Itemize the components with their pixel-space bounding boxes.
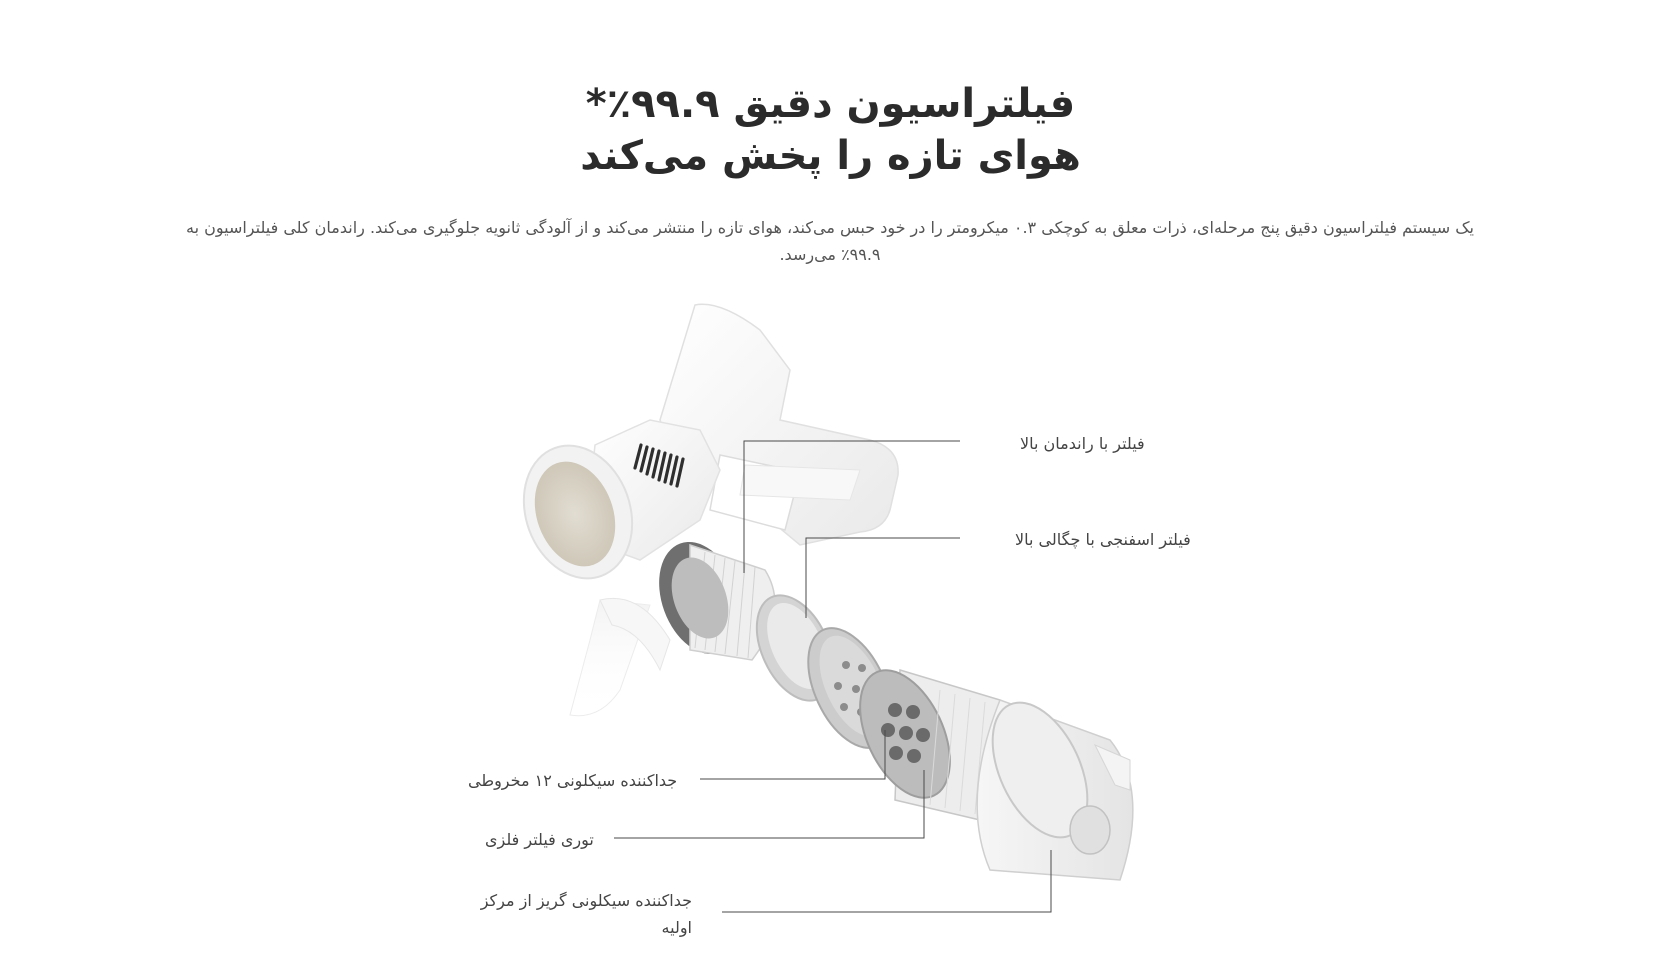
- label-sponge-filter: فیلتر اسفنجی با چگالی بالا: [1015, 530, 1191, 549]
- vacuum-wand: [570, 598, 670, 715]
- feature-description: یک سیستم فیلتراسیون دقیق پنج مرحله‌ای، ذرات معلق به کوچکی ۰.۳ میکرومتر را در خود حبس می‌کند، هوای تازه را منتشر می‌کند و از آلودگی ثانویه جلوگیری می‌کند. راندمان کلی فیلتراسیون به ۹۹.۹٪ می‌رسد.: [185, 218, 1474, 264]
- label-hepa-filter: فیلتر با راندمان بالا: [1020, 434, 1145, 453]
- label-cyclone-12: جداکننده سیکلونی ۱۲ مخروطی: [468, 771, 678, 790]
- callout-line-sponge: [806, 538, 960, 618]
- dust-bin-part: [973, 688, 1133, 880]
- title-line-1: فیلتراسیون دقیق ۹۹.۹٪*: [585, 81, 1076, 127]
- title-line-2: هوای تازه را پخش می‌کند: [580, 133, 1081, 179]
- label-metal-mesh: توری فیلتر فلزی: [485, 830, 594, 849]
- label-primary-cyclone: جداکننده سیکلونی گریز از مرکز اولیه: [480, 891, 692, 937]
